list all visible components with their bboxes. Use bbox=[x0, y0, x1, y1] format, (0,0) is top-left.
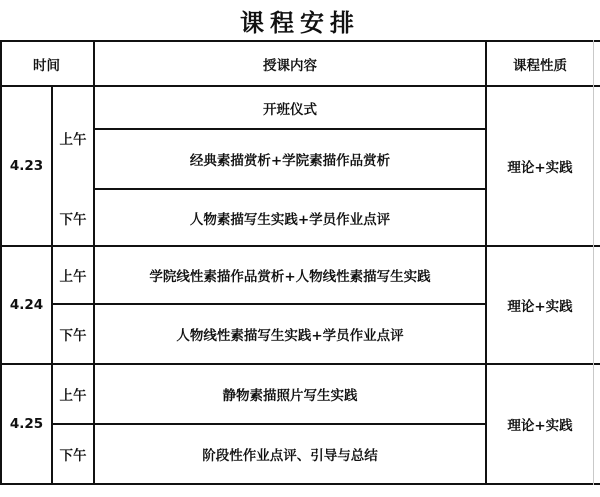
pm-content: 阶段性作业点评、引导与总结 bbox=[202, 448, 378, 464]
date-cell: 4.23 bbox=[9, 158, 44, 174]
am-label: 上午 bbox=[59, 269, 87, 285]
am-label: 上午 bbox=[59, 388, 87, 404]
header-nature: 课程性质 bbox=[513, 57, 567, 74]
date-cell: 4.25 bbox=[9, 416, 44, 432]
am-content: 经典素描赏析+学院素描作品赏析 bbox=[189, 153, 391, 169]
am-content: 学院线性素描作品赏析+人物线性素描写生实践 bbox=[149, 269, 431, 285]
header-time: 时间 bbox=[33, 57, 60, 74]
course-nature: 理论+实践 bbox=[507, 418, 573, 434]
pm-content: 人物线性素描写生实践+学员作业点评 bbox=[176, 328, 404, 344]
pm-label: 下午 bbox=[59, 328, 87, 344]
page-title: 课程安排 bbox=[240, 8, 360, 37]
pm-label: 下午 bbox=[59, 448, 87, 464]
am-label: 上午 bbox=[59, 131, 87, 148]
course-nature: 理论+实践 bbox=[507, 299, 573, 315]
pm-label: 下午 bbox=[59, 211, 87, 228]
date-cell: 4.24 bbox=[9, 297, 44, 313]
am-content: 静物素描照片写生实践 bbox=[222, 388, 358, 404]
header-content: 授课内容 bbox=[263, 57, 317, 74]
opening-ceremony: 开班仪式 bbox=[263, 101, 317, 118]
course-nature: 理论+实践 bbox=[507, 160, 573, 176]
pm-content: 人物素描写生实践+学员作业点评 bbox=[189, 211, 391, 228]
